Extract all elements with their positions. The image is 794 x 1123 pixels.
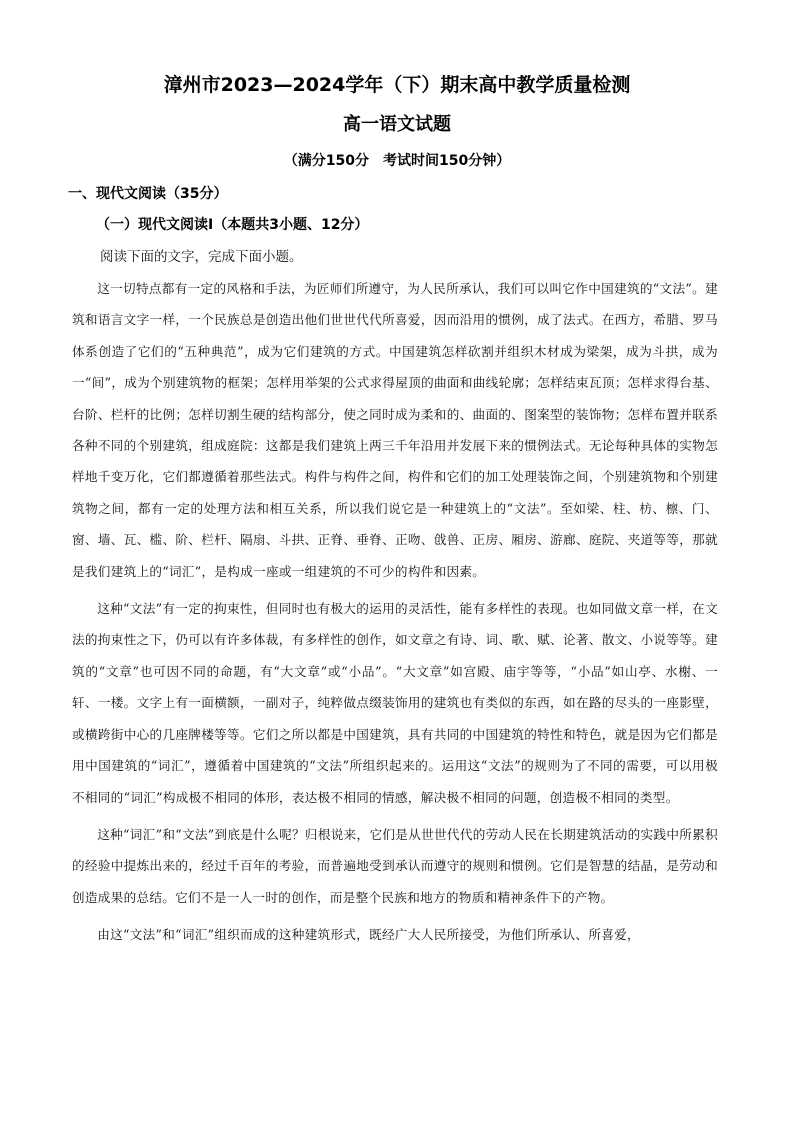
- reading-passage: [72, 273, 718, 957]
- exam-info: （满分150分 考试时间150分钟）: [283, 153, 511, 169]
- reading-instruction: 阅读下面的文字，完成下面小题。: [100, 249, 303, 265]
- passage-paragraph-1: 这一切特点都有一定的风格和手法，为匠师们所遵守，为人民所承认，我们可以叫它作中国建筑的“文法”。建筑和语言文字一样，一个民族总是创造出他们世世代代所喜爱，因而沿用的惯例，成了法式。在西方，希腊、罗马体系创造了它们的“五种典范”，成为它们建筑的方式。中国建筑怎样砍割并组织木材成为梁架，成为斗拱，成为一“间”，成为个别建筑物的框架；怎样用举架的公式求得屋顶的曲面和曲线轮廓；怎样结束瓦顶；怎样求得台基、台阶、栏杆的比例；怎样切割生硬的结构部分，使之同时成为柔和的、曲面的、图案型的装饰物；怎样布置并联系各种不同的个别建筑，组成庭院：这都是我们建筑上两三千年沿用并发展下来的惯例法式。无论每种具体的实物怎样地千变万化，它们都遵循着那些法式。构件与构件之间，构件和它们的加工处理装饰之间，个别建筑物和个别建筑物之间，都有一定的处理方法和相互关系，所以我们说它是一种建筑上的“文法”。至如梁、柱、枋、檩、门、窗、墙、瓦、槛、阶、栏杆、隔扇、斗拱、正脊、垂脊、正吻、戗兽、正房、厢房、游廊、庭院、夹道等等，那就是我们建筑上的“词汇”，是构成一座或一组建筑的不可少的构件和因素。: [72, 281, 718, 579]
- section-subheading: （一）现代文阅读Ⅰ（本题共3小题、12分）: [96, 217, 369, 233]
- section-heading: 一、现代文阅读（35分）: [68, 186, 228, 202]
- passage-paragraph-3: 这种“词汇”和“文法”到底是什么呢？归根说来，它们是从世世代代的劳动人民在长期建筑活动的实践中所累积的经验中提炼出来的，经过千百年的考验，而普遍地受到承认而遵守的规则和惯例。它们是智慧的结晶，是劳动和创造成果的总结。它们不是一人一时的创作，而是整个民族和地方的物质和精神条件下的产物。: [72, 826, 718, 905]
- passage-paragraph-2: 这种“文法”有一定的拘束性，但同时也有极大的运用的灵活性，能有多样性的表现。也如同做文章一样，在文法的拘束性之下，仍可以有许多体裁，有多样性的创作，如文章之有诗、词、歌、赋、论著、散文、小说等等。建筑的“文章”也可因不同的命题，有“大文章”或“小品”。“大文章”如宫殿、庙宇等等，“小品”如山亭、水榭、一轩、一楼。文字上有一面横额，一副对子，纯粹做点缀装饰用的建筑也有类似的东西，如在路的尽头的一座影壁，或横跨街中心的几座牌楼等等。它们之所以都是中国建筑，具有共同的中国建筑的特性和特色，就是因为它们都是用中国建筑的“词汇”，遵循着中国建筑的“文法”所组织起来的。运用这“文法”的规则为了不同的需要，可以用极不相同的“词汇”构成极不相同的体形，表达极不相同的情感，解决极不相同的问题，创造极不相同的类型。: [72, 601, 718, 805]
- exam-subtitle: 高一语文试题: [343, 114, 451, 135]
- exam-title: 漳州市2023—2024学年（下）期末高中教学质量检测: [163, 74, 631, 96]
- passage-paragraph-4: 由这“文法”和“词汇”组织而成的这种建筑形式，既经广大人民所接受，为他们所承认、所喜爱，: [97, 927, 640, 943]
